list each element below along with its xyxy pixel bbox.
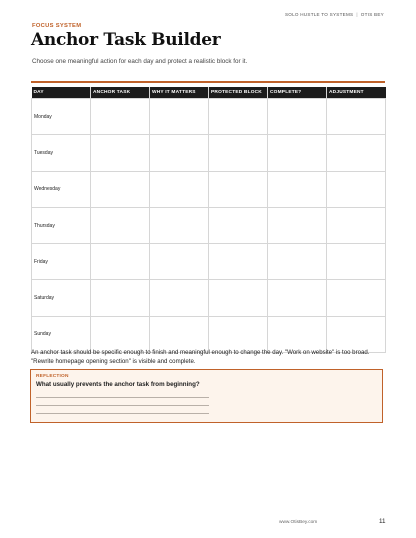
why-it-matters-cell[interactable] <box>150 280 209 316</box>
complete-cell[interactable] <box>268 135 327 171</box>
table-row <box>32 135 386 171</box>
why-it-matters-cell[interactable] <box>150 171 209 207</box>
column-header-why-it-matters: WHY IT MATTERS <box>150 87 209 99</box>
day-cell: Saturday <box>32 280 91 316</box>
table-row <box>32 280 386 316</box>
table-row <box>32 244 386 280</box>
day-cell: Thursday <box>32 207 91 243</box>
anchor-task-cell[interactable] <box>91 135 150 171</box>
adjustment-cell[interactable] <box>327 99 386 135</box>
anchor-task-cell[interactable] <box>91 244 150 280</box>
day-cell: Tuesday <box>32 135 91 171</box>
guidance-note: An anchor task should be specific enough to finish and meaningful enough to change the day. "Work on website" is too broad. "Rewrite homepage opening section" is visible and complete. <box>31 349 370 365</box>
complete-cell[interactable] <box>268 99 327 135</box>
complete-cell[interactable] <box>268 171 327 207</box>
section-eyebrow: FOCUS SYSTEM <box>32 23 82 29</box>
page-title: Anchor Task Builder <box>31 30 221 50</box>
footer-url: www.OtisBey.com <box>279 520 318 525</box>
adjustment-cell[interactable] <box>327 207 386 243</box>
running-header <box>285 12 384 17</box>
table-header-row <box>32 87 386 99</box>
column-header-complete: COMPLETE? <box>268 87 327 99</box>
series-name: SOLO HUSTLE TO SYSTEMS <box>284 12 354 17</box>
column-header-protected-block: PROTECTED BLOCK <box>209 87 268 99</box>
anchor-task-cell[interactable] <box>91 207 150 243</box>
writing-line[interactable] <box>36 397 209 398</box>
day-cell: Friday <box>32 244 91 280</box>
day-cell: Sunday <box>32 316 91 352</box>
protected-block-cell[interactable] <box>209 171 268 207</box>
brand-name: OTIS BEY <box>360 12 384 17</box>
header-separator: | <box>356 12 358 17</box>
column-header-day: DAY <box>32 87 91 99</box>
page-subtitle: Choose one meaningful action for each day and protect a realistic block for it. <box>32 58 248 65</box>
anchor-task-table <box>31 87 386 353</box>
complete-cell[interactable] <box>268 207 327 243</box>
adjustment-cell[interactable] <box>327 244 386 280</box>
why-it-matters-cell[interactable] <box>150 99 209 135</box>
why-it-matters-cell[interactable] <box>150 244 209 280</box>
table-row <box>32 171 386 207</box>
anchor-task-cell[interactable] <box>91 171 150 207</box>
complete-cell[interactable] <box>268 244 327 280</box>
day-cell: Monday <box>32 99 91 135</box>
writing-line[interactable] <box>36 413 209 414</box>
day-cell: Wednesday <box>32 171 91 207</box>
table-row <box>32 99 386 135</box>
protected-block-cell[interactable] <box>209 207 268 243</box>
anchor-task-cell[interactable] <box>91 99 150 135</box>
adjustment-cell[interactable] <box>327 280 386 316</box>
column-header-adjustment: ADJUSTMENT <box>327 87 386 99</box>
why-it-matters-cell[interactable] <box>150 135 209 171</box>
protected-block-cell[interactable] <box>209 99 268 135</box>
writing-line[interactable] <box>36 405 209 406</box>
table-row <box>32 207 386 243</box>
accent-divider <box>31 81 385 83</box>
page-number: 11 <box>379 518 386 525</box>
adjustment-cell[interactable] <box>327 135 386 171</box>
adjustment-cell[interactable] <box>327 171 386 207</box>
why-it-matters-cell[interactable] <box>150 207 209 243</box>
protected-block-cell[interactable] <box>209 244 268 280</box>
protected-block-cell[interactable] <box>209 280 268 316</box>
reflection-label: REFLECTION <box>36 374 69 379</box>
reflection-question: What usually prevents the anchor task from beginning? <box>36 381 200 388</box>
anchor-task-cell[interactable] <box>91 280 150 316</box>
reflection-box <box>30 369 383 423</box>
column-header-anchor-task: ANCHOR TASK <box>91 87 150 99</box>
protected-block-cell[interactable] <box>209 135 268 171</box>
complete-cell[interactable] <box>268 280 327 316</box>
